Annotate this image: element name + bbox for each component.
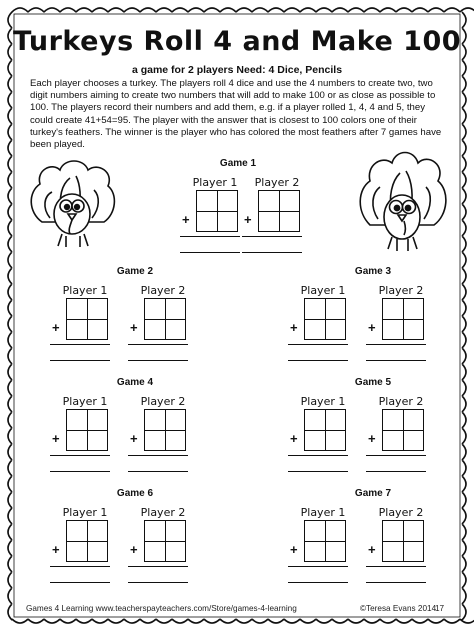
answer-line[interactable] [128, 582, 188, 583]
sum-line [180, 236, 240, 237]
plus-sign: + [52, 320, 60, 335]
grid-divider [383, 430, 423, 431]
sum-line [366, 455, 426, 456]
turkey-right-icon [352, 145, 452, 255]
sum-line [50, 566, 110, 567]
sum-line [366, 566, 426, 567]
plus-sign: + [368, 431, 376, 446]
answer-line[interactable] [366, 360, 426, 361]
answer-line[interactable] [288, 582, 348, 583]
plus-sign: + [290, 320, 298, 335]
grid-divider [305, 319, 345, 320]
plus-sign: + [130, 320, 138, 335]
player-label: Player 2 [378, 506, 424, 519]
digit-grid[interactable] [304, 520, 346, 562]
grid-divider [67, 319, 107, 320]
sum-line [128, 344, 188, 345]
sum-line [50, 344, 110, 345]
player-label: Player 2 [140, 506, 186, 519]
digit-grid[interactable] [144, 409, 186, 451]
grid-divider [383, 319, 423, 320]
sum-line [366, 344, 426, 345]
answer-line[interactable] [128, 360, 188, 361]
digit-grid[interactable] [66, 409, 108, 451]
footer-copyright: ©Teresa Evans 2014 [360, 604, 437, 613]
plus-sign: + [244, 212, 252, 227]
answer-line[interactable] [50, 471, 110, 472]
plus-sign: + [130, 542, 138, 557]
answer-line[interactable] [180, 252, 240, 253]
answer-line[interactable] [288, 471, 348, 472]
footer-credit: Games 4 Learning www.teacherspayteachers.com/Store/games-4-learning [26, 604, 297, 613]
digit-grid[interactable] [304, 409, 346, 451]
answer-line[interactable] [288, 360, 348, 361]
player-label: Player 1 [300, 395, 346, 408]
page-number: 17 [435, 604, 445, 613]
game-label-7: Game 7 [354, 488, 392, 499]
plus-sign: + [368, 542, 376, 557]
digit-grid[interactable] [66, 520, 108, 562]
page-title: Turkeys Roll 4 and Make 100 [12, 26, 462, 57]
answer-line[interactable] [50, 582, 110, 583]
sum-line [288, 566, 348, 567]
grid-divider [67, 541, 107, 542]
sum-line [288, 455, 348, 456]
plus-sign: + [52, 431, 60, 446]
grid-divider [383, 541, 423, 542]
answer-line[interactable] [128, 471, 188, 472]
player-label: Player 1 [300, 284, 346, 297]
turkey-left-icon [22, 152, 122, 252]
digit-grid[interactable] [144, 520, 186, 562]
answer-line[interactable] [242, 252, 302, 253]
sum-line [242, 236, 302, 237]
digit-grid[interactable] [382, 409, 424, 451]
plus-sign: + [368, 320, 376, 335]
plus-sign: + [130, 431, 138, 446]
player-label: Player 2 [378, 395, 424, 408]
digit-grid[interactable] [66, 298, 108, 340]
player-label: Player 2 [378, 284, 424, 297]
digit-grid[interactable] [196, 190, 238, 232]
digit-grid[interactable] [382, 520, 424, 562]
sum-line [50, 455, 110, 456]
player-label: Player 1 [62, 506, 108, 519]
grid-divider [305, 541, 345, 542]
player-label: Player 2 [254, 176, 300, 189]
game-label-6: Game 6 [116, 488, 154, 499]
game-label-1: Game 1 [219, 158, 257, 169]
plus-sign: + [290, 431, 298, 446]
game-label-5: Game 5 [354, 377, 392, 388]
player-label: Player 1 [192, 176, 238, 189]
grid-divider [305, 430, 345, 431]
digit-grid[interactable] [382, 298, 424, 340]
grid-divider [67, 430, 107, 431]
grid-divider [145, 430, 185, 431]
plus-sign: + [182, 212, 190, 227]
game-label-3: Game 3 [354, 266, 392, 277]
grid-divider [145, 319, 185, 320]
answer-line[interactable] [366, 582, 426, 583]
digit-grid[interactable] [258, 190, 300, 232]
instructions-paragraph: Each player chooses a turkey. The players roll 4 dice and use the 4 numbers to create two, two digit numbers aiming to create two numbers that will add to make 100 or as close as possible to 100. The players record their numbers and add them, e.g. if a player rolled 1, 4, 4 and 5, they could create 41+54=95. The player with the answer that is closest to 100 colors one of their turkey's feathers. The winner is the player who has colored the most feathers after 7 games have been played. [30, 78, 442, 151]
game-label-4: Game 4 [116, 377, 154, 388]
game-label-2: Game 2 [116, 266, 154, 277]
sum-line [128, 566, 188, 567]
answer-line[interactable] [366, 471, 426, 472]
player-label: Player 1 [300, 506, 346, 519]
player-label: Player 1 [62, 284, 108, 297]
sum-line [288, 344, 348, 345]
grid-divider [145, 541, 185, 542]
grid-divider [259, 211, 299, 212]
player-label: Player 2 [140, 395, 186, 408]
sum-line [128, 455, 188, 456]
player-label: Player 1 [62, 395, 108, 408]
player-label: Player 2 [140, 284, 186, 297]
digit-grid[interactable] [304, 298, 346, 340]
plus-sign: + [290, 542, 298, 557]
digit-grid[interactable] [144, 298, 186, 340]
answer-line[interactable] [50, 360, 110, 361]
page-subtitle: a game for 2 players Need: 4 Dice, Pencils [131, 64, 343, 76]
plus-sign: + [52, 542, 60, 557]
grid-divider [197, 211, 237, 212]
